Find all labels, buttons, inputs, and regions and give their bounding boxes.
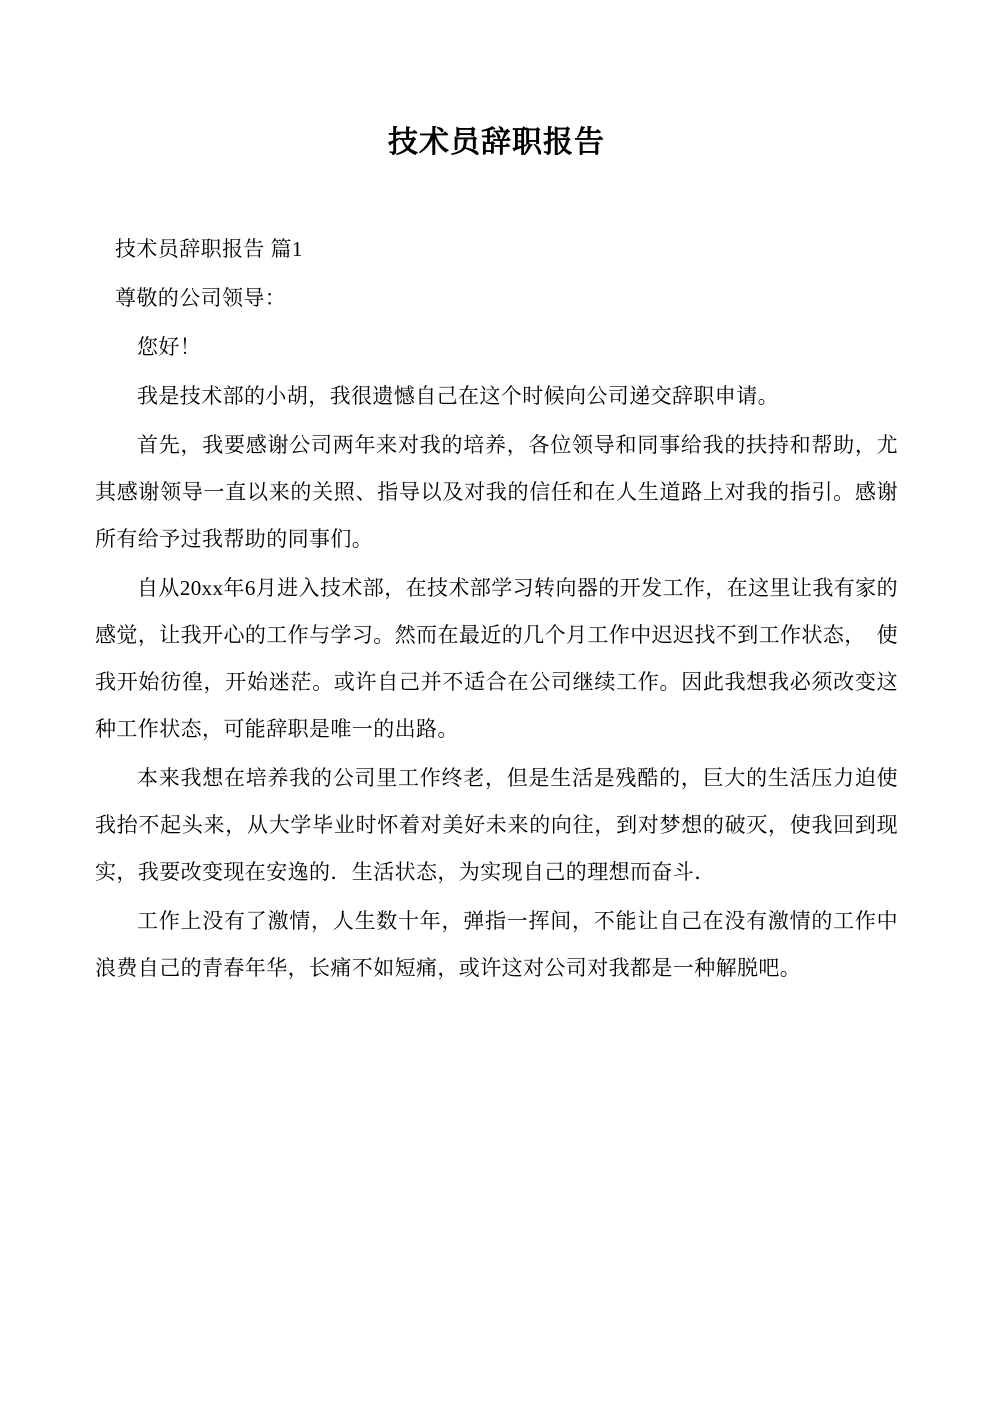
page-title: 技术员辞职报告: [388, 126, 605, 159]
paragraph-history: 自从20xx年6月进入技术部，在技术部学习转向器的开发工作，在这里让我有家的感觉，让我开心的工作与学习。然而在最近的几个月工作中迟迟找不到工作状态， 使我开始彷徨，开始迷茫。或许自己并不适合在公司继续工作。因此我想我必须改变这种工作状态，可能辞职是唯一的出路。: [95, 576, 898, 741]
section-heading: 技术员辞职报告 篇1: [115, 237, 303, 261]
paragraph-conclusion: 工作上没有了激情，人生数十年，弹指一挥间，不能让自己在没有激情的工作中浪费自己的青春年华，长痛不如短痛，或许这对公司对我都是一种解脱吧。: [95, 909, 898, 980]
paragraph-thanks: 首先，我要感谢公司两年来对我的培养，各位领导和同事给我的扶持和帮助，尤其感谢领导一直以来的关照、指导以及对我的信任和在人生道路上对我的指引。感谢所有给予过我帮助的同事们。: [95, 433, 898, 551]
paragraph-salutation: 尊敬的公司领导：: [115, 286, 287, 310]
paragraph-intro: 我是技术部的小胡，我很遗憾自己在这个时候向公司递交辞职申请。: [137, 384, 779, 408]
document-body: [95, 226, 898, 992]
paragraph-greeting: 您好！: [137, 335, 202, 359]
paragraph-reasons: 本来我想在培养我的公司里工作终老，但是生活是残酷的，巨大的生活压力迫使我抬不起头来，从大学毕业时怀着对美好未来的向往，到对梦想的破灭，使我回到现实，我要改变现在安逸的．生活状态，为实现自己的理想而奋斗．: [95, 766, 898, 884]
